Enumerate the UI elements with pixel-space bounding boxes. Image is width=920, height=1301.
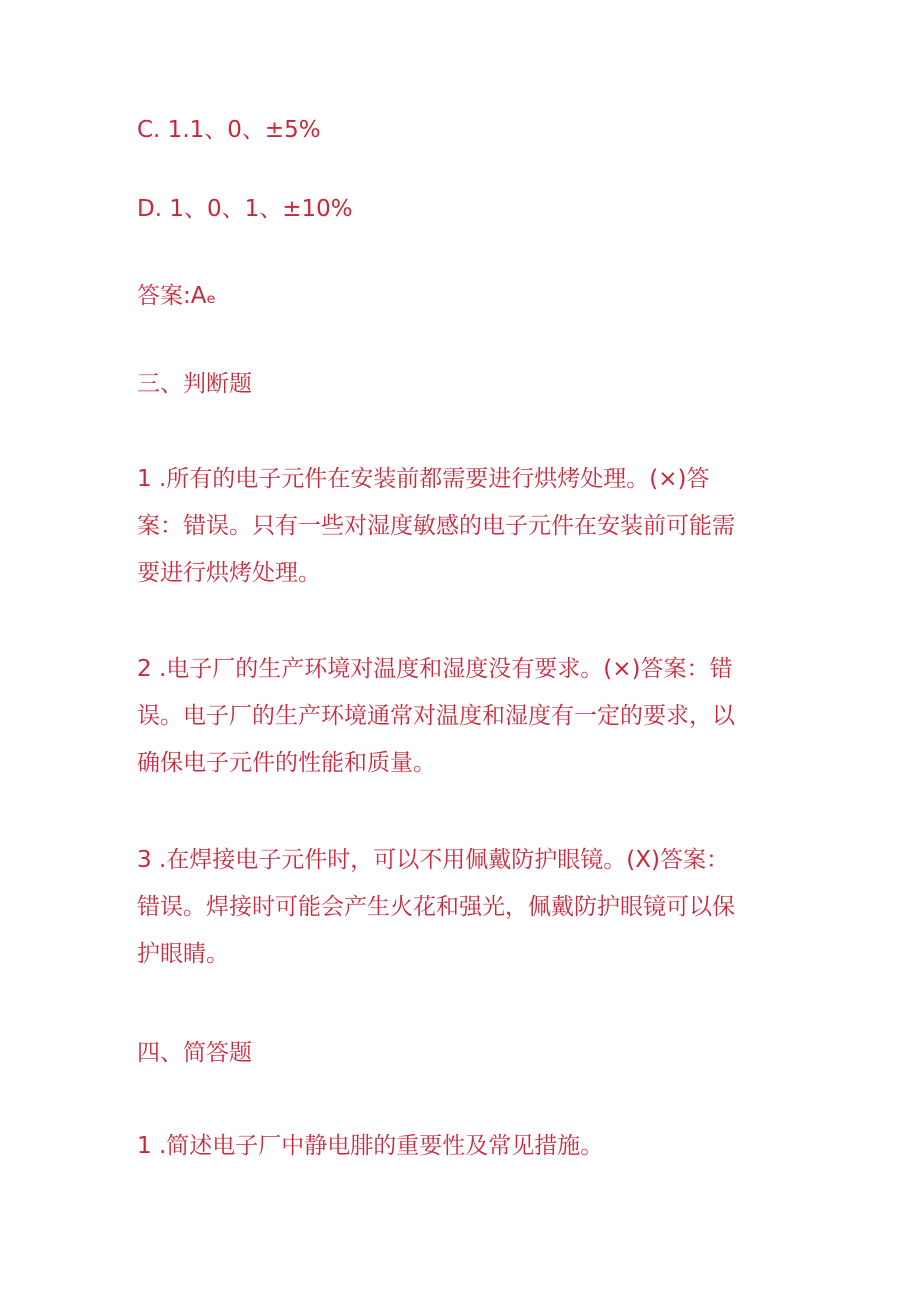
judgment-item-2-line-3: 确保电子元件的性能和质量。 xyxy=(137,750,436,776)
judgment-item-2-line-2: 误。电子厂的生产环境通常对温度和湿度有一定的要求，以 xyxy=(137,703,735,729)
judgment-item-1-line-3: 要进行烘烤处理。 xyxy=(137,560,321,586)
judgment-item-1-line-1: 1 .所有的电子元件在安装前都需要进行烘烤处理。(×)答 xyxy=(137,466,710,492)
judgment-item-3-line-1: 3 .在焊接电子元件时，可以不用佩戴防护眼镜。(X)答案： xyxy=(137,847,729,873)
judgment-item-1 xyxy=(137,456,787,597)
judgment-item-3-line-3: 护眼睛。 xyxy=(137,941,229,967)
judgment-item-3-line-2: 错误。焊接时可能会产生火花和强光，佩戴防护眼镜可以保 xyxy=(137,894,735,920)
section-heading-short-answer: 四、简答题 xyxy=(137,1040,252,1066)
judgment-item-2 xyxy=(137,646,787,787)
answer-line: 答案:Aₑ xyxy=(137,283,217,309)
option-c: C. 1.1、0、±5% xyxy=(137,117,321,143)
judgment-item-3 xyxy=(137,837,787,978)
judgment-item-2-line-1: 2 .电子厂的生产环境对温度和湿度没有要求。(×)答案：错 xyxy=(137,656,733,682)
judgment-item-1-line-2: 案：错误。只有一些对湿度敏感的电子元件在安装前可能需 xyxy=(137,513,735,539)
section-heading-judgment: 三、判断题 xyxy=(137,371,252,397)
option-d: D. 1、0、1、±10% xyxy=(137,196,353,222)
short-answer-item-1: 1 .简述电子厂中静电腓的重要性及常见措施。 xyxy=(137,1133,604,1159)
